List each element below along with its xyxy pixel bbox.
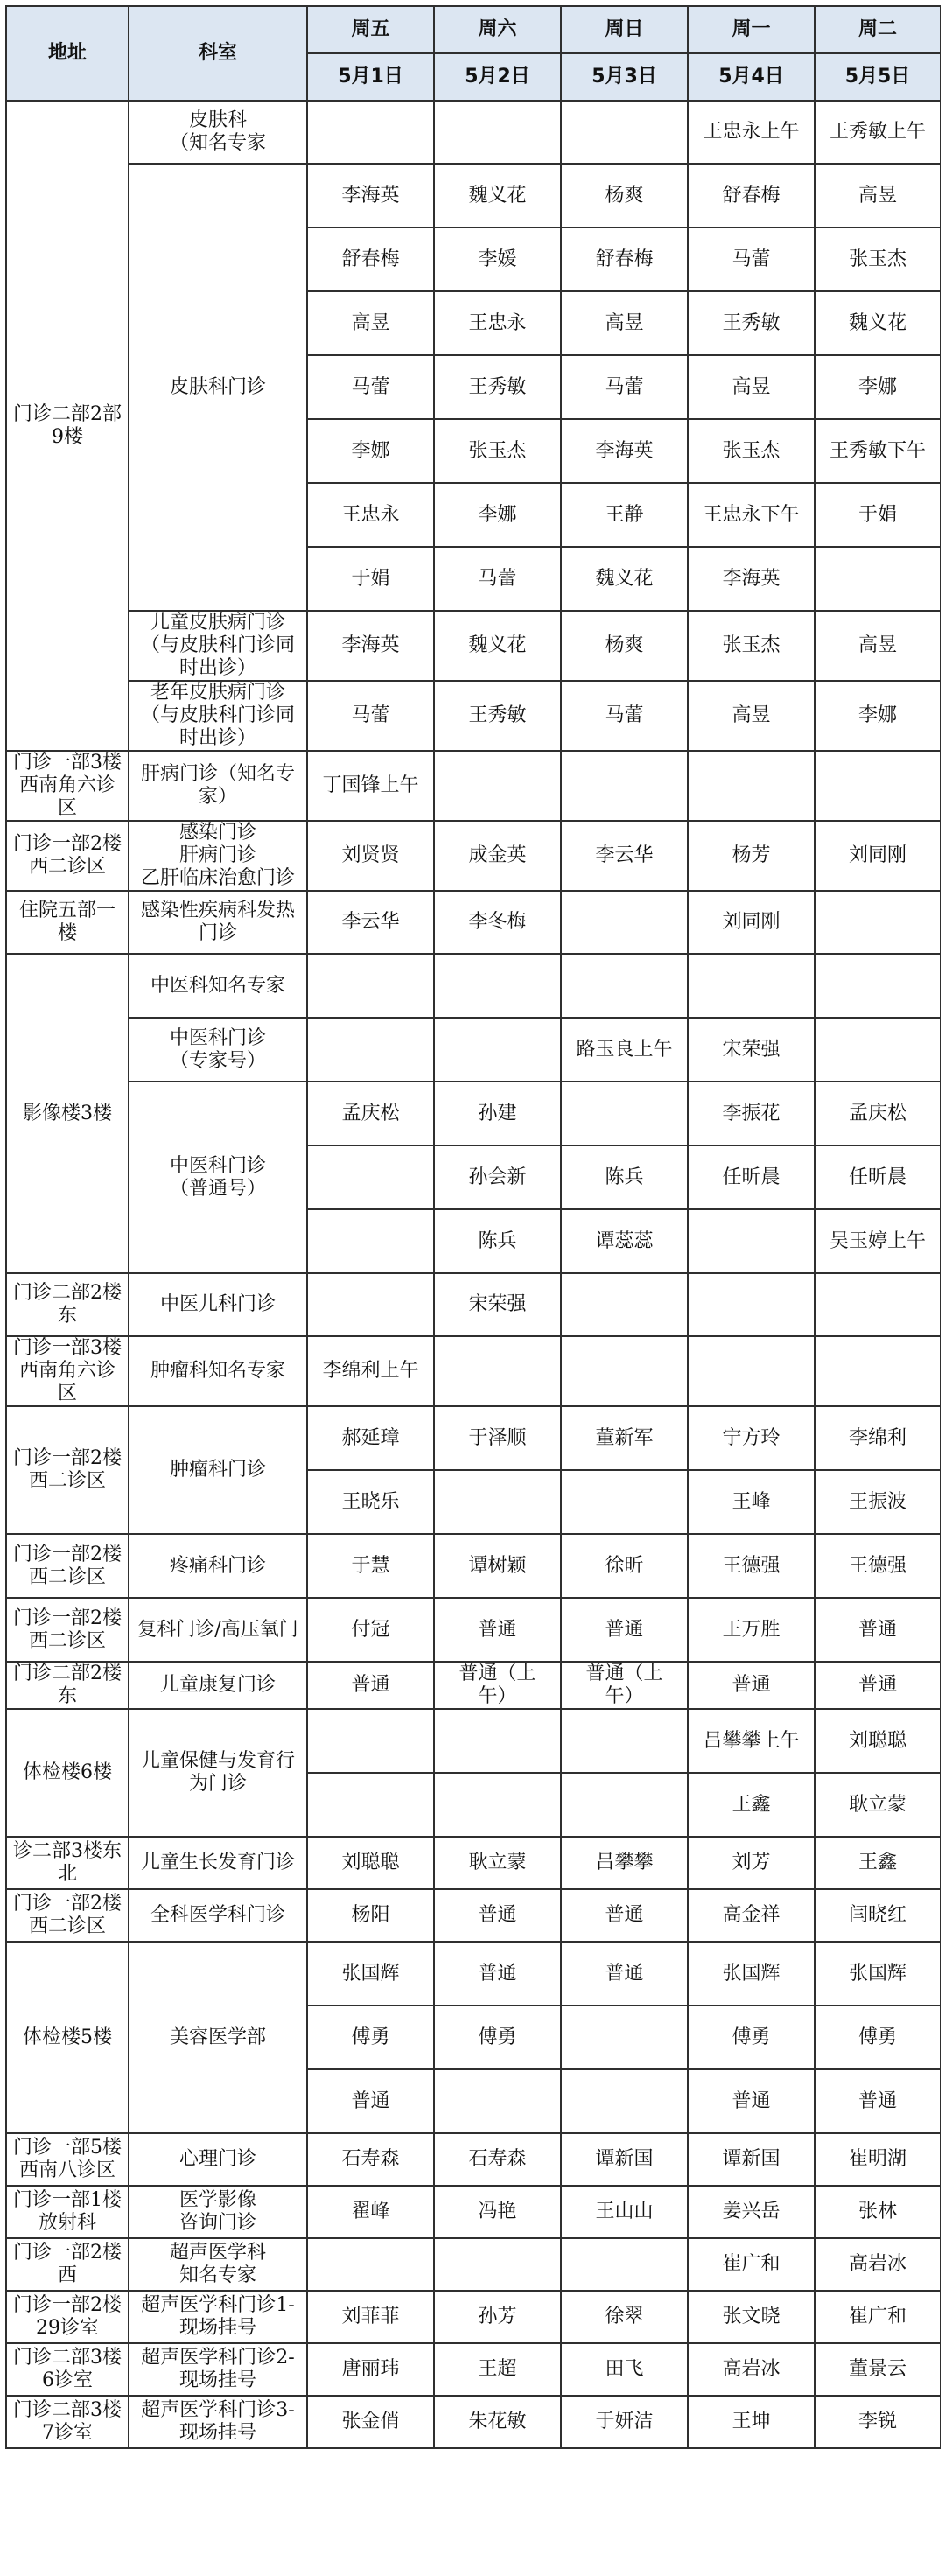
- doctor-cell: 傅勇: [815, 2006, 941, 2069]
- doctor-cell: 丁国锋上午: [307, 751, 434, 821]
- doctor-cell: [561, 101, 688, 164]
- doctor-cell: 王秀敏: [434, 355, 561, 419]
- doctor-cell: 闫晓红: [815, 1889, 941, 1942]
- doctor-cell: 耿立蒙: [815, 1773, 941, 1837]
- table-row: [6, 1889, 941, 1942]
- doctor-cell: [307, 1018, 434, 1082]
- address-cell: 门诊二部2部9楼: [6, 101, 129, 751]
- doctor-cell: 张林: [815, 2186, 941, 2238]
- department-cell: 中医科门诊 （专家号）: [129, 1018, 307, 1082]
- department-cell: 超声医学科 知名专家: [129, 2238, 307, 2291]
- doctor-cell: 崔广和: [815, 2291, 941, 2343]
- department-cell: 超声医学科门诊1- 现场挂号: [129, 2291, 307, 2343]
- department-cell: 疼痛科门诊: [129, 1534, 307, 1598]
- doctor-cell: [307, 1709, 434, 1773]
- doctor-cell: [434, 1336, 561, 1406]
- doctor-cell: 魏义花: [561, 547, 688, 611]
- table-row: [6, 1082, 941, 1145]
- doctor-cell: [688, 1209, 815, 1273]
- doctor-cell: 高昱: [688, 355, 815, 419]
- doctor-cell: 舒春梅: [561, 228, 688, 291]
- doctor-cell: 李绵利: [815, 1406, 941, 1470]
- department-cell: 心理门诊: [129, 2133, 307, 2186]
- doctor-cell: [561, 1336, 688, 1406]
- doctor-cell: 普通: [307, 2069, 434, 2133]
- doctor-cell: 李锐: [815, 2396, 941, 2448]
- doctor-cell: 普通: [815, 1662, 941, 1709]
- address-cell: 门诊一部2楼 西二诊区: [6, 1889, 129, 1942]
- address-cell: 体检楼5楼: [6, 1942, 129, 2133]
- doctor-cell: 李海英: [307, 611, 434, 681]
- doctor-cell: 谭新国: [688, 2133, 815, 2186]
- doctor-cell: 于慧: [307, 1534, 434, 1598]
- address-cell: 门诊二部3楼 7诊室: [6, 2396, 129, 2448]
- doctor-cell: [815, 547, 941, 611]
- doctor-cell: 吕攀攀上午: [688, 1709, 815, 1773]
- doctor-cell: 杨爽: [561, 164, 688, 228]
- address-cell: 诊二部3楼东北: [6, 1837, 129, 1889]
- department-cell: 超声医学科门诊2- 现场挂号: [129, 2343, 307, 2396]
- doctor-cell: 李振花: [688, 1082, 815, 1145]
- doctor-cell: [561, 751, 688, 821]
- doctor-cell: 张金俏: [307, 2396, 434, 2448]
- doctor-cell: [561, 954, 688, 1018]
- doctor-cell: 王峰: [688, 1470, 815, 1534]
- doctor-cell: 路玉良上午: [561, 1018, 688, 1082]
- doctor-cell: 张玉杰: [434, 419, 561, 483]
- doctor-cell: [307, 954, 434, 1018]
- doctor-cell: 马蕾: [307, 681, 434, 751]
- table-body: [6, 101, 941, 2448]
- doctor-cell: 王秀敏: [434, 681, 561, 751]
- header-weekday: 周五: [307, 6, 434, 53]
- doctor-cell: 王德强: [688, 1534, 815, 1598]
- doctor-cell: 王秀敏: [688, 291, 815, 355]
- address-cell: 门诊一部2楼 西二诊区: [6, 821, 129, 891]
- doctor-cell: 于妍洁: [561, 2396, 688, 2448]
- doctor-cell: 李娜: [434, 483, 561, 547]
- doctor-cell: 陈兵: [561, 1145, 688, 1209]
- table-row: [6, 1598, 941, 1662]
- doctor-cell: 普通（上 午）: [561, 1662, 688, 1709]
- doctor-cell: [307, 1145, 434, 1209]
- doctor-cell: 徐昕: [561, 1534, 688, 1598]
- header-address: 地址: [6, 6, 129, 101]
- table-row: [6, 1406, 941, 1470]
- doctor-cell: 刘聪聪: [815, 1709, 941, 1773]
- department-cell: 美容医学部: [129, 1942, 307, 2133]
- address-cell: 住院五部一 楼: [6, 891, 129, 954]
- doctor-cell: [688, 954, 815, 1018]
- doctor-cell: 王鑫: [688, 1773, 815, 1837]
- doctor-cell: 董新军: [561, 1406, 688, 1470]
- table-row: [6, 1942, 941, 2006]
- table-row: [6, 821, 941, 891]
- doctor-cell: 王晓乐: [307, 1470, 434, 1534]
- department-cell: 全科医学科门诊: [129, 1889, 307, 1942]
- doctor-cell: 普通（上 午）: [434, 1662, 561, 1709]
- doctor-cell: 吕攀攀: [561, 1837, 688, 1889]
- doctor-cell: [434, 1709, 561, 1773]
- doctor-cell: 王静: [561, 483, 688, 547]
- doctor-cell: 王德强: [815, 1534, 941, 1598]
- doctor-cell: 谭新国: [561, 2133, 688, 2186]
- doctor-cell: [434, 1773, 561, 1837]
- doctor-cell: [815, 751, 941, 821]
- doctor-cell: 马蕾: [688, 228, 815, 291]
- address-cell: 门诊一部2楼 西二诊区: [6, 1598, 129, 1662]
- table-row: [6, 751, 941, 821]
- address-cell: 门诊一部2楼 29诊室: [6, 2291, 129, 2343]
- table-row: [6, 1534, 941, 1598]
- department-cell: 老年皮肤病门诊 （与皮肤科门诊同 时出诊）: [129, 681, 307, 751]
- doctor-cell: 普通: [561, 1942, 688, 2006]
- doctor-cell: 高昱: [815, 164, 941, 228]
- doctor-cell: 普通: [434, 1942, 561, 2006]
- doctor-cell: [307, 2238, 434, 2291]
- table-row: [6, 2396, 941, 2448]
- doctor-cell: [561, 891, 688, 954]
- doctor-cell: 王超: [434, 2343, 561, 2396]
- doctor-cell: [561, 2006, 688, 2069]
- doctor-cell: 张国辉: [688, 1942, 815, 2006]
- doctor-cell: 舒春梅: [307, 228, 434, 291]
- doctor-cell: [434, 954, 561, 1018]
- address-cell: 门诊一部3楼 西南角六诊 区: [6, 751, 129, 821]
- table-row: [6, 2133, 941, 2186]
- header-date: 5月1日: [307, 53, 434, 101]
- doctor-cell: 李冬梅: [434, 891, 561, 954]
- header-date: 5月3日: [561, 53, 688, 101]
- doctor-cell: 普通: [688, 1662, 815, 1709]
- department-cell: 儿童皮肤病门诊 （与皮肤科门诊同 时出诊）: [129, 611, 307, 681]
- department-cell: 肿瘤科门诊: [129, 1406, 307, 1534]
- doctor-cell: [688, 1273, 815, 1336]
- doctor-cell: 李娜: [307, 419, 434, 483]
- doctor-cell: 孟庆松: [815, 1082, 941, 1145]
- header-weekday: 周一: [688, 6, 815, 53]
- doctor-cell: 李绵利上午: [307, 1336, 434, 1406]
- doctor-cell: 傅勇: [688, 2006, 815, 2069]
- doctor-cell: 张玉杰: [815, 228, 941, 291]
- schedule-table: [5, 5, 942, 2449]
- doctor-cell: 普通: [688, 2069, 815, 2133]
- table-row: [6, 1662, 941, 1709]
- doctor-cell: 王秀敏下午: [815, 419, 941, 483]
- doctor-cell: 高昱: [688, 681, 815, 751]
- doctor-cell: 李海英: [307, 164, 434, 228]
- department-cell: 中医儿科门诊: [129, 1273, 307, 1336]
- doctor-cell: [561, 1470, 688, 1534]
- doctor-cell: 王坤: [688, 2396, 815, 2448]
- doctor-cell: 田飞: [561, 2343, 688, 2396]
- doctor-cell: [307, 1773, 434, 1837]
- address-cell: 门诊二部2楼东: [6, 1662, 129, 1709]
- doctor-cell: 高昱: [307, 291, 434, 355]
- doctor-cell: 王山山: [561, 2186, 688, 2238]
- doctor-cell: [561, 1773, 688, 1837]
- doctor-cell: 刘芳: [688, 1837, 815, 1889]
- doctor-cell: 马蕾: [561, 681, 688, 751]
- doctor-cell: 魏义花: [434, 164, 561, 228]
- doctor-cell: 王忠永: [434, 291, 561, 355]
- table-row: [6, 2238, 941, 2291]
- department-cell: 皮肤科 （知名专家: [129, 101, 307, 164]
- doctor-cell: [434, 1018, 561, 1082]
- doctor-cell: 杨阳: [307, 1889, 434, 1942]
- header-date: 5月5日: [815, 53, 941, 101]
- department-cell: 儿童生长发育门诊: [129, 1837, 307, 1889]
- address-cell: 门诊二部3楼 6诊室: [6, 2343, 129, 2396]
- doctor-cell: 刘聪聪: [307, 1837, 434, 1889]
- doctor-cell: 普通: [815, 2069, 941, 2133]
- address-cell: 门诊一部5楼 西南八诊区: [6, 2133, 129, 2186]
- table-row: [6, 611, 941, 681]
- doctor-cell: [434, 2069, 561, 2133]
- doctor-cell: 孟庆松: [307, 1082, 434, 1145]
- doctor-cell: [815, 1273, 941, 1336]
- doctor-cell: 孙会新: [434, 1145, 561, 1209]
- doctor-cell: 崔明湖: [815, 2133, 941, 2186]
- doctor-cell: 舒春梅: [688, 164, 815, 228]
- doctor-cell: [561, 2238, 688, 2291]
- header-weekday: 周二: [815, 6, 941, 53]
- table-row: [6, 2343, 941, 2396]
- doctor-cell: 张玉杰: [688, 611, 815, 681]
- doctor-cell: 傅勇: [307, 2006, 434, 2069]
- doctor-cell: 石寿森: [307, 2133, 434, 2186]
- table-row: [6, 954, 941, 1018]
- doctor-cell: [815, 954, 941, 1018]
- doctor-cell: 李娜: [815, 355, 941, 419]
- doctor-cell: 王秀敏上午: [815, 101, 941, 164]
- doctor-cell: 王忠永上午: [688, 101, 815, 164]
- department-cell: 肿瘤科知名专家: [129, 1336, 307, 1406]
- doctor-cell: 成金英: [434, 821, 561, 891]
- doctor-cell: 刘同刚: [815, 821, 941, 891]
- doctor-cell: [307, 101, 434, 164]
- doctor-cell: [688, 751, 815, 821]
- header-department: 科室: [129, 6, 307, 101]
- table-row: [6, 681, 941, 751]
- doctor-cell: 李海英: [561, 419, 688, 483]
- address-cell: 门诊一部2楼 西二诊区: [6, 1534, 129, 1598]
- department-cell: 医学影像 咨询门诊: [129, 2186, 307, 2238]
- doctor-cell: 唐丽玮: [307, 2343, 434, 2396]
- address-cell: 门诊一部2楼 西二诊区: [6, 1406, 129, 1534]
- header-date: 5月4日: [688, 53, 815, 101]
- doctor-cell: 刘贤贤: [307, 821, 434, 891]
- doctor-cell: 于娟: [815, 483, 941, 547]
- doctor-cell: 付冠: [307, 1598, 434, 1662]
- doctor-cell: 李媛: [434, 228, 561, 291]
- doctor-cell: 高金祥: [688, 1889, 815, 1942]
- address-cell: 门诊二部2楼 东: [6, 1273, 129, 1336]
- doctor-cell: [561, 1709, 688, 1773]
- doctor-cell: 孙芳: [434, 2291, 561, 2343]
- doctor-cell: [307, 1273, 434, 1336]
- doctor-cell: 张国辉: [307, 1942, 434, 2006]
- doctor-cell: 刘同刚: [688, 891, 815, 954]
- doctor-cell: 普通: [307, 1662, 434, 1709]
- doctor-cell: 普通: [561, 1889, 688, 1942]
- doctor-cell: 于娟: [307, 547, 434, 611]
- doctor-cell: 杨芳: [688, 821, 815, 891]
- table-row: [6, 891, 941, 954]
- doctor-cell: 耿立蒙: [434, 1837, 561, 1889]
- department-cell: 儿童康复门诊: [129, 1662, 307, 1709]
- doctor-cell: [307, 1209, 434, 1273]
- doctor-cell: 傅勇: [434, 2006, 561, 2069]
- doctor-cell: 刘菲菲: [307, 2291, 434, 2343]
- doctor-cell: 石寿森: [434, 2133, 561, 2186]
- doctor-cell: 任昕晨: [688, 1145, 815, 1209]
- doctor-cell: 王万胜: [688, 1598, 815, 1662]
- doctor-cell: 杨爽: [561, 611, 688, 681]
- department-cell: 中医科门诊 （普通号）: [129, 1082, 307, 1273]
- table-row: [6, 1018, 941, 1082]
- doctor-cell: 普通: [434, 1598, 561, 1662]
- table-row: [6, 2186, 941, 2238]
- doctor-cell: 王忠永下午: [688, 483, 815, 547]
- table-row: [6, 1336, 941, 1406]
- doctor-cell: [434, 2238, 561, 2291]
- department-cell: 中医科知名专家: [129, 954, 307, 1018]
- doctor-cell: 王忠永: [307, 483, 434, 547]
- doctor-cell: [561, 2069, 688, 2133]
- doctor-cell: 高昱: [561, 291, 688, 355]
- doctor-cell: [434, 751, 561, 821]
- table-row: [6, 164, 941, 228]
- doctor-cell: 魏义花: [434, 611, 561, 681]
- doctor-cell: 宁方玲: [688, 1406, 815, 1470]
- doctor-cell: 王鑫: [815, 1837, 941, 1889]
- doctor-cell: 李云华: [307, 891, 434, 954]
- header-weekday: 周日: [561, 6, 688, 53]
- doctor-cell: 郝延璋: [307, 1406, 434, 1470]
- table-header: [6, 6, 941, 101]
- doctor-cell: [434, 101, 561, 164]
- doctor-cell: [561, 1273, 688, 1336]
- department-cell: 超声医学科门诊3- 现场挂号: [129, 2396, 307, 2448]
- doctor-cell: 徐翠: [561, 2291, 688, 2343]
- header-date: 5月2日: [434, 53, 561, 101]
- table-row: [6, 1273, 941, 1336]
- doctor-cell: 高岩冰: [815, 2238, 941, 2291]
- doctor-cell: 马蕾: [561, 355, 688, 419]
- doctor-cell: 高昱: [815, 611, 941, 681]
- address-cell: 门诊一部3楼 西南角六诊 区: [6, 1336, 129, 1406]
- table-row: [6, 2291, 941, 2343]
- department-cell: 皮肤科门诊: [129, 164, 307, 611]
- doctor-cell: 普通: [434, 1889, 561, 1942]
- doctor-cell: 李海英: [688, 547, 815, 611]
- doctor-cell: 张文晓: [688, 2291, 815, 2343]
- doctor-cell: 姜兴岳: [688, 2186, 815, 2238]
- department-cell: 肝病门诊（知名专 家）: [129, 751, 307, 821]
- address-cell: 影像楼3楼: [6, 954, 129, 1273]
- table-row: [6, 1709, 941, 1773]
- doctor-cell: 于泽顺: [434, 1406, 561, 1470]
- department-cell: 感染性疾病科发热 门诊: [129, 891, 307, 954]
- table-row: [6, 1837, 941, 1889]
- doctor-cell: 马蕾: [434, 547, 561, 611]
- address-cell: 门诊一部1楼 放射科: [6, 2186, 129, 2238]
- doctor-cell: 张玉杰: [688, 419, 815, 483]
- doctor-cell: 魏义花: [815, 291, 941, 355]
- doctor-cell: 高岩冰: [688, 2343, 815, 2396]
- doctor-cell: 崔广和: [688, 2238, 815, 2291]
- doctor-cell: 董景云: [815, 2343, 941, 2396]
- header-weekday: 周六: [434, 6, 561, 53]
- doctor-cell: 谭树颖: [434, 1534, 561, 1598]
- department-cell: 儿童保健与发育行 为门诊: [129, 1709, 307, 1837]
- doctor-cell: 普通: [815, 1598, 941, 1662]
- doctor-cell: 陈兵: [434, 1209, 561, 1273]
- doctor-cell: [815, 891, 941, 954]
- doctor-cell: 张国辉: [815, 1942, 941, 2006]
- doctor-cell: [815, 1336, 941, 1406]
- doctor-cell: 宋荣强: [434, 1273, 561, 1336]
- doctor-cell: 朱花敏: [434, 2396, 561, 2448]
- doctor-cell: 李娜: [815, 681, 941, 751]
- address-cell: 门诊一部2楼 西: [6, 2238, 129, 2291]
- doctor-cell: 普通: [561, 1598, 688, 1662]
- address-cell: 体检楼6楼: [6, 1709, 129, 1837]
- doctor-cell: 吴玉婷上午: [815, 1209, 941, 1273]
- doctor-cell: 宋荣强: [688, 1018, 815, 1082]
- doctor-cell: 谭蕊蕊: [561, 1209, 688, 1273]
- doctor-cell: 马蕾: [307, 355, 434, 419]
- doctor-cell: 任昕晨: [815, 1145, 941, 1209]
- table-row: [6, 101, 941, 164]
- department-cell: 复科门诊/高压氧门: [129, 1598, 307, 1662]
- doctor-cell: [561, 1082, 688, 1145]
- doctor-cell: 李云华: [561, 821, 688, 891]
- doctor-cell: 王振波: [815, 1470, 941, 1534]
- doctor-cell: 冯艳: [434, 2186, 561, 2238]
- doctor-cell: 翟峰: [307, 2186, 434, 2238]
- doctor-cell: [688, 1336, 815, 1406]
- doctor-cell: [815, 1018, 941, 1082]
- department-cell: 感染门诊 肝病门诊 乙肝临床治愈门诊: [129, 821, 307, 891]
- doctor-cell: [434, 1470, 561, 1534]
- doctor-cell: 孙建: [434, 1082, 561, 1145]
